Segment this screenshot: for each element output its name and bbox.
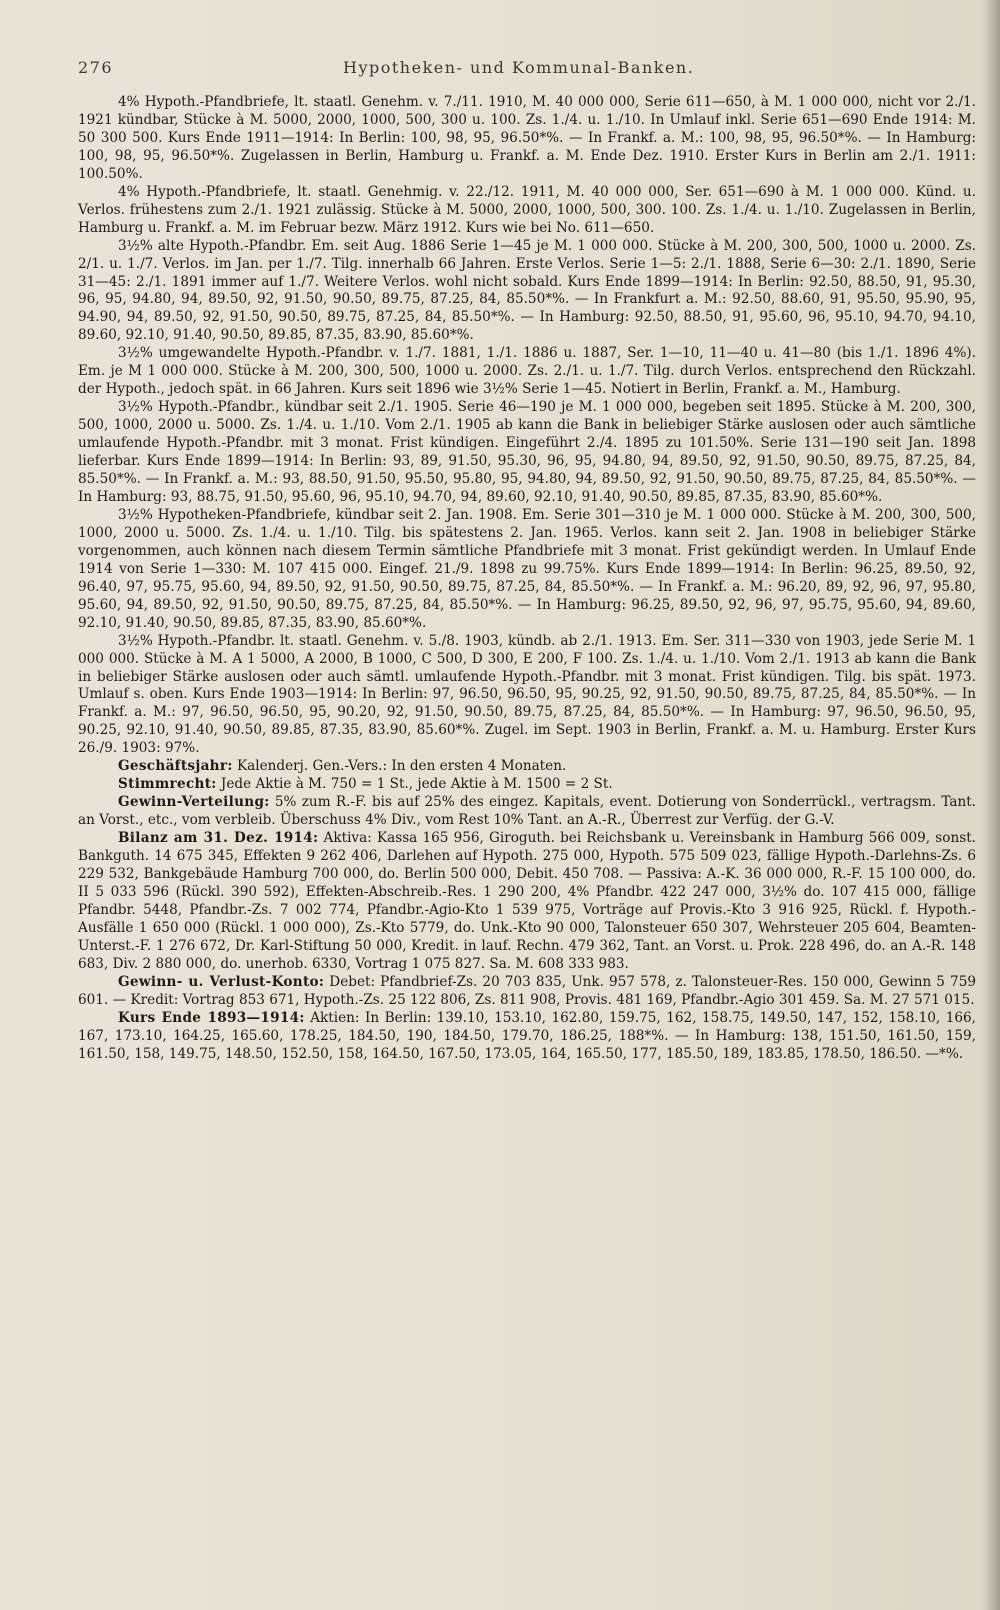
page-header xyxy=(78,58,976,88)
running-head: Hypotheken- und Kommunal-Banken. xyxy=(343,58,695,77)
paragraph-pfandbriefe-651-690: 4% Hypoth.-Pfandbriefe, lt. staatl. Genehmig. v. 22./12. 1911, M. 40 000 000, Ser. 651—690 à M. 1 000 000. Künd. u. Verlos. frühestens zum 2./1. 1921 zulässig. Stücke à M. 5000, 2000, 1000, 500, 300. 100. Zs. 1./4. u. 1./10. Zugelassen in Berlin, Hamburg u. Frankf. a. M. im Februar bezw. März 1912. Kurs wie bei No. 611—650. xyxy=(78,183,976,236)
paragraph-pfandbriefe-611-650: 4% Hypoth.-Pfandbriefe, lt. staatl. Genehm. v. 7./11. 1910, M. 40 000 000, Serie 611—650, à M. 1 000 000, nicht vor 2./1. 1921 kündbar, Stücke à M. 5000, 2000, 1000, 500, 300 u. 100. Zs. 1./4. u. 1./10. In Umlauf inkl. Serie 651—690 Ende 1914: M. 50 300 500. Kurs Ende 1911—1914: In Berlin: 100, 98, 95, 96.50*%. — In Frankf. a. M.: 100, 98, 95, 96.50*%. — In Hamburg: 100, 98, 95, 96.50*%. Zugelassen in Berlin, Hamburg u. Frankf. a. M. Ende Dez. 1910. Erster Kurs in Berlin am 2./1. 1911: 100.50%. xyxy=(78,94,976,182)
page-edge-shadow xyxy=(982,0,1000,1610)
paragraph-gewinn-verlust-konto: Gewinn- u. Verlust-Konto: Debet: Pfandbrief-Zs. 20 703 835, Unk. 957 578, z. Talonsteuer-Res. 150 000, Gewinn 5 759 601. — Kredit: Vortrag 853 671, Hypoth.-Zs. 25 122 806, Zs. 811 908, Provis. 481 169, Pfandbr.-Agio 301 459. Sa. M. 27 571 015. xyxy=(78,973,976,1008)
paragraph-kuendbar-1905: 3½% Hypoth.-Pfandbr., kündbar seit 2./1. 1905. Serie 46—190 je M. 1 000 000, begeben seit 1895. Stücke à M. 200, 300, 500, 1000, 2000 u. 5000. Zs. 1./4. u. 1./10. Vom 2./1. 1905 ab kann die Bank in beliebiger Stärke auslosen oder auch sämtliche umlaufende Hypoth.-Pfandbr. mit 3 monat. Frist kündigen. Eingeführt 2./4. 1895 zu 101.50%. Serie 131—190 seit Jan. 1898 lieferbar. Kurs Ende 1899—1914: In Berlin: 93, 89, 91.50, 95.30, 96, 95, 94.80, 94, 89.50, 92, 91.50, 90.50, 89.75, 87.25, 84, 85.50*%. — In Frankf. a. M.: 93, 88.50, 91.50, 95.50, 95.80, 95, 94.80, 94, 89.50, 92, 91.50, 90.50, 89.75, 87.25, 84, 85.50*%. — In Hamburg: 93, 88.75, 91.50, 95.60, 96, 95.10, 94.70, 94, 89.60, 92.10, 91.40, 90.50, 89.85, 87.35, 83.90, 85.60*%. xyxy=(78,399,976,505)
body-text xyxy=(78,94,976,1063)
paragraph-stimmrecht: Stimmrecht: Jede Aktie à M. 750 = 1 St., jede Aktie à M. 1500 = 2 St. xyxy=(118,776,613,793)
paragraph-pfandbriefe-1903: 3½% Hypoth.-Pfandbr. lt. staatl. Genehm. v. 5./8. 1903, kündb. ab 2./1. 1913. Em. Ser. 311—330 von 1903, jede Serie M. 1 000 000. Stücke à M. A 1 5000, A 2000, B 1000, C 500, D 300, E 200, F 100. Zs. 1./4. u. 1./10. Vom 2./1. 1913 ab kann die Bank in beliebiger Stärke auslosen oder auch sämtl. umlaufende Hypoth.-Pfandbr. mit 3 monat. Frist kündigen. Tilg. bis spät. 1973. Umlauf s. oben. Kurs Ende 1903—1914: In Berlin: 97, 96.50, 96.50, 95, 90.25, 92, 91.50, 90.50, 89.75, 87.25, 84, 85.50*%. — In Frankf. a. M.: 97, 96.50, 96.50, 95, 90.20, 92, 91.50, 90.50, 89.75, 87.25, 84, 85.50*%. — In Hamburg: 97, 96.50, 96.50, 95, 90.25, 92.10, 91.40, 90.50, 89.85, 87.35, 83.90, 85.60*%. Zugel. im Sept. 1903 in Berlin, Frankf. a. M. u. Hamburg. Erster Kurs 26./9. 1903: 97%. xyxy=(78,632,976,757)
paragraph-kurs-ende: Kurs Ende 1893—1914: Aktien: In Berlin: 139.10, 153.10, 162.80, 159.75, 162, 158.75, 149.50, 147, 152, 158.10, 166, 167, 173.10, 164.25, 165.60, 178.25, 184.50, 190, 184.50, 179.70, 186.25, 188*%. — In Hamburg: 138, 151.50, 161.50, 159, 161.50, 158, 149.75, 148.50, 152.50, 158, 164.50, 167.50, 173.05, 164, 165.50, 177, 185.50, 189, 183.85, 178.50, 186.50. —*%. xyxy=(78,1009,977,1062)
page-number: 276 xyxy=(78,58,114,77)
paragraph-umgewandelte-pfandbriefe: 3½% umgewandelte Hypoth.-Pfandbr. v. 1./7. 1881, 1./1. 1886 u. 1887, Ser. 1—10, 11—40 u. 41—80 (bis 1./1. 1896 4%). Em. je M 1 000 000. Stücke à M. 200, 300, 500, 1000 u. 2000. Zs. 2./1. u. 1./7. Tilg. durch Verlos. entsprechend den Rückzahl. der Hypoth., jedoch spät. in 66 Jahren. Kurs seit 1896 wie 3½% Serie 1—45. Notiert in Berlin, Frankf. a. M., Hamburg. xyxy=(78,345,976,398)
paragraph-kuendbar-1908: 3½% Hypotheken-Pfandbriefe, kündbar seit 2. Jan. 1908. Em. Serie 301—310 je M. 1 000 000. Stücke à M. 200, 300, 500, 1000, 2000 u. 5000. Zs. 1./4. u. 1./10. Tilg. bis spätestens 2. Jan. 1965. Verlos. kann seit 2. Jan. 1908 in beliebiger Stärke vorgenommen, auch können nach diesem Termin sämtliche Pfandbriefe mit 3 monat. Frist gekündigt werden. In Umlauf Ende 1914 von Serie 1—330: M. 107 415 000. Eingef. 21./9. 1898 zu 99.75%. Kurs Ende 1899—1914: In Berlin: 96.25, 89.50, 92, 96.40, 97, 95.75, 95.60, 94, 89.50, 92, 91.50, 90.50, 89.75, 87.25, 84, 85.50*%. — In Frankf. a. M.: 96.20, 89, 92, 96, 97, 95.80, 95.60, 94, 89.50, 92, 91.50, 90.50, 89.75, 87.25, 84, 85.50*%. — In Hamburg: 96.25, 89.50, 92, 96, 97, 95.75, 95.60, 94, 89.60, 92.10, 91.40, 90.50, 89.85, 87.35, 83.90, 85.60*%. xyxy=(78,506,976,631)
paragraph-bilanz: Bilanz am 31. Dez. 1914: Aktiva: Kassa 165 956, Giroguth. bei Reichsbank u. Vereinsbank in Hamburg 566 009, sonst. Bankguth. 14 675 345, Effekten 9 262 406, Darlehen auf Hypoth. 275 000, Hypoth. 575 509 023, fällige Hypoth.-Darlehns-Zs. 6 229 532, Bankgebäude Hamburg 700 000, do. Berlin 500 000, Debit. 450 708. — Passiva: A.-K. 36 000 000, R.-F. 15 100 000, do. II 5 033 596 (Rückl. 390 592), Effekten-Abschreib.-Res. 1 290 200, 4% Pfandbr. 422 247 000, 3½% do. 107 415 000, fällige Pfandbr. 5448, Pfandbr.-Zs. 7 002 774, Pfandbr.-Agio-Kto 1 539 975, Vorträge auf Provis.-Kto 3 916 925, Rückl. f. Hypoth.-Ausfälle 1 650 000 (Rückl. 1 000 000), Zs.-Kto 5779, do. Unk.-Kto 90 000, Talonsteuer 650 307, Wehrsteuer 205 604, Beamten-Unterst.-F. 1 276 672, Dr. Karl-Stiftung 50 000, Kredit. in lauf. Rechn. 479 362, Tant. an Vorst. u. Prok. 228 496, do. an A.-R. 148 683, Div. 2 880 000, do. unerhob. 6330, Vortrag 1 075 827. Sa. M. 608 333 983. xyxy=(78,830,976,972)
paragraph-alte-pfandbriefe: 3½% alte Hypoth.-Pfandbr. Em. seit Aug. 1886 Serie 1—45 je M. 1 000 000. Stücke à M. 200, 300, 500, 1000 u. 2000. Zs. 2/1. u. 1./7. Verlos. im Jan. per 1./7. Tilg. innerhalb 66 Jahren. Erste Verlos. Serie 1—5: 2./1. 1888, Serie 6—30: 2./1. 1890, Serie 31—45: 2./1. 1891 immer auf 1./7. Weitere Verlos. wohl nicht sobald. Kurs Ende 1899—1914: In Berlin: 92.50, 88.50, 91, 95.30, 96, 95, 94.80, 94, 89.50, 92, 91.50, 90.50, 89.75, 87.25, 84, 85.50*%. — In Frankfurt a. M.: 92.50, 88.60, 91, 95.50, 95.90, 95, 94.90, 94, 89.50, 92, 91.50, 90.50, 89.75, 87.25, 84, 85.50*%. — In Hamburg: 92.50, 88.50, 91, 95.60, 96, 95.10, 94.70, 94.10, 89.60, 92.10, 91.40, 90.50, 89.85, 87.35, 83.90, 85.60*%. xyxy=(78,237,976,344)
paragraph-geschaeftsjahr: Geschäftsjahr: Kalenderj. Gen.-Vers.: In den ersten 4 Monaten. xyxy=(118,758,567,775)
paragraph-gewinn-verteilung: Gewinn-Verteilung: 5% zum R.-F. bis auf 25% des eingez. Kapitals, event. Dotierung von Sonderrückl., vertragsm. Tant. an Vorst., etc., vom verbleib. Überschuss 4% Div., vom Rest 10% Tant. an A.-R., Überrest zur Verfüg. der G.-V. xyxy=(78,794,976,829)
